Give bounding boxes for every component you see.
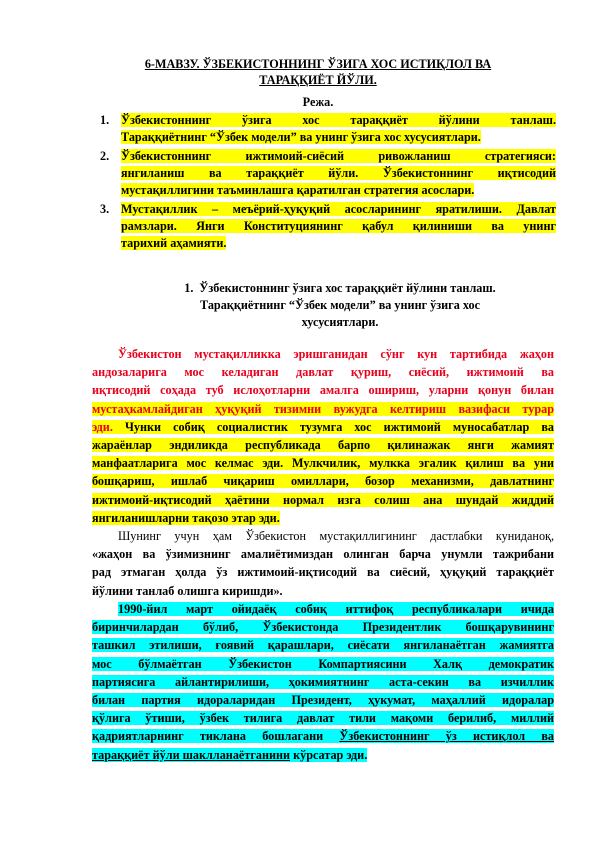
plan-item-3 — [100, 201, 556, 252]
paragraph-line: ташкил этилиши, ғоявий қарашлари, сиёсати янгиланаётган жамиятга — [92, 638, 554, 653]
paragraph-line: қўлига ўтиши, ўзбек тилига давлат тили мақоми берилиб, миллий — [92, 711, 554, 726]
paragraph-line: қадриятларнинг тиклана бошлагани Ўзбекистоннинг ўз истиқлол ва — [92, 729, 554, 744]
subheading-line-2: Тараққиётнинг “Ўзбек модели” ва унинг ўзига хос — [200, 298, 480, 312]
plan-item-line: тарихий аҳамияти. — [121, 236, 227, 250]
paragraph-line: биринчилардан бўлиб, Ўзбекистонда Президентлик бошқарувининг — [92, 620, 554, 635]
title-line-1: 6-МАВЗУ. ЎЗБЕКИСТОННИНГ ЎЗИГА ХОС ИСТИҚЛОЛ ВА — [144, 57, 492, 71]
paragraph-line: ижтимоий-иқтисодий ҳаётини нормал изга солиш ана шундай жиддий — [92, 492, 554, 507]
page-title — [90, 56, 546, 88]
paragraph-line: «жаҳон ва ўзимизнинг амалиётимиздан олинган барча унумли тажрибани — [92, 547, 554, 562]
paragraph-3 — [92, 600, 554, 764]
plan-item-line: Ўзбекистоннинг ижтимоий-сиёсий ривожланиш стратегияси: — [121, 149, 556, 163]
subheading-line-1: Ўзбекистоннинг ўзига хос тараққиёт йўлини танлаш. — [199, 281, 496, 295]
plan-item-1 — [100, 112, 556, 146]
section-subheading — [140, 280, 540, 331]
paragraph-2 — [92, 527, 554, 600]
plan-item-line: Ўзбекистоннинг ўзига хос тараққиёт йўлини танлаш. — [121, 113, 556, 127]
plan-item-number: 1. — [100, 113, 110, 127]
paragraph-line: Ўзбекистон мустақилликка эришганидан сўнг кун тартибида жаҳон — [118, 347, 554, 361]
paragraph-line: Шунинг учун ҳам Ўзбекистон мустақиллигининг дастлабки куниданоқ, — [118, 529, 554, 543]
paragraph-line: манфаатларига мос келмас эди. Мулкчилик, мулкка эгалик қилиш ва уни — [92, 456, 554, 471]
paragraph-line: йўлини танлаб олишга киришди». — [92, 583, 283, 598]
paragraph-line: рад этмаган ҳолда ўз ижтимоий-иқтисодий ва сиёсий, ҳуқуқий тараққиёт — [92, 565, 554, 580]
paragraph-line: иқтисодий соҳада туб ислоҳотларни амалга ошириш, уларни қонун билан — [92, 383, 554, 398]
title-line-2: ТАРАҚҚИЁТ ЙЎЛИ. — [259, 73, 377, 87]
plan-item-line: мустақиллигини таъминлашга қаратилган стратегия асослари. — [121, 183, 475, 197]
plan-item-line: Тараққиётнинг “Ўзбек модели” ва унинг ўзига хос хусусиятлари. — [121, 130, 481, 144]
plan-list — [100, 112, 556, 254]
plan-item-2 — [100, 148, 556, 199]
paragraph-line: 1990-йил март ойидаёқ собиқ иттифоқ республикалари ичида — [118, 602, 554, 616]
subheading-line-3: хусусиятлари. — [301, 315, 379, 329]
plan-item-line: янгиланиш ва тараққиёт йўли. Ўзбекистоннинг иқтисодий — [121, 166, 556, 180]
plan-item-number: 3. — [100, 202, 110, 216]
paragraph-line: тараққиёт йўли шаклланаётганини кўрсатар эди. — [92, 747, 368, 762]
plan-item-line: Мустақиллик – меъёрий-ҳуқуқий асосларининг яратилиши. Давлат — [121, 202, 556, 216]
paragraph-line: эди. Чунки собиқ социалистик тузумга хос ижтимоий муносабатлар ва — [92, 419, 554, 434]
paragraph-line: андозаларига мос келадиган давлат қуриш, сиёсий, ижтимоий ва — [92, 365, 554, 380]
plan-item-number: 2. — [100, 149, 110, 163]
paragraph-line: партиясига айлантирилиши, ҳокимиятнинг аста-секин ва изчиллик — [92, 674, 554, 689]
paragraph-line: жараёнлар эндиликда республикада барпо қилинажак янги жамият — [92, 438, 554, 453]
plan-item-line: рамзлари. Янги Конституциянинг қабул қилиниши ва унинг — [121, 219, 556, 233]
plan-heading: Режа. — [302, 95, 334, 109]
paragraph-line: билан партия идораларидан Президент, ҳукумат, маҳаллий идоралар — [92, 693, 554, 708]
paragraph-line: бошқариш, ишлаб чиқариш омиллари, бозор механизми, давлатнинг — [92, 474, 554, 489]
paragraph-line: мос бўлмаётган Ўзбекистон Компартиясини Халқ демократик — [92, 656, 554, 671]
paragraph-line: янгиланишларни тақозо этар эди. — [92, 510, 280, 525]
paragraph-line: мустаҳкамлайдиган ҳуқуқий тизимни вужудга келтириш вазифаси турар — [92, 401, 554, 416]
paragraph-1 — [92, 345, 554, 527]
subheading-number: 1. — [184, 281, 194, 295]
